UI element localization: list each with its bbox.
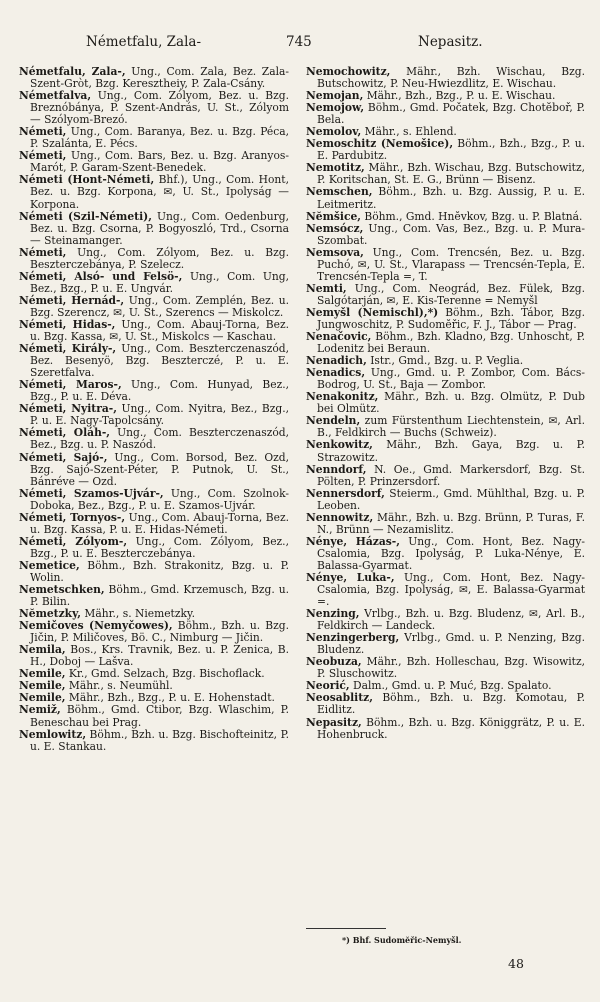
entry-headword: Németi, Nyitra-,	[19, 402, 117, 416]
entry-details: Ung., Com. Trencsén, Bez. u. Bzg. Puchó, ✉, U. St., Vlarapass — Trencsén-Tepla, E. Trencsén-Tepla =, T.	[317, 245, 585, 283]
directory-entry	[306, 66, 585, 90]
directory-entry	[19, 729, 289, 753]
entry-details: Mähr., s. Neumühl.	[65, 679, 173, 693]
entry-details: Mähr., Bzh. Wischau, Bzg. Butschowitz, P. Neu-Hwiezdlitz, E. Wischau.	[317, 65, 585, 91]
entry-details: zum Fürstenthum Liechtenstein, ✉, Arl. B., Feldkirch — Buchs (Schweiz).	[317, 414, 585, 440]
entry-details: Ung., Com. Zólyom, Bez. u. Bzg. Breznóbánya, P. Szent-András, U. St., Zólyom — Szólyom-Brezó.	[30, 89, 289, 127]
entry-headword: Nemti,	[306, 281, 347, 295]
header-page-number: 745	[286, 34, 312, 50]
entry-headword: Neobuza,	[306, 655, 362, 669]
directory-entry	[306, 632, 585, 656]
directory-entry	[306, 464, 585, 488]
entry-headword: Neorić,	[306, 679, 350, 693]
entry-details: Ung., Com. Borsod, Bez. Ozd, Bzg. Sajó-Szent-Péter, P. Putnok, U. St., Bánréve — Ozd.	[30, 450, 289, 488]
directory-entry	[19, 66, 289, 90]
directory-entry	[306, 367, 585, 391]
directory-entry	[306, 439, 585, 463]
entry-headword: Nénye, Házas-,	[306, 534, 400, 548]
entry-headword: Németi, Alsó- und Felsö-,	[19, 269, 183, 283]
directory-entry	[19, 512, 289, 536]
entry-details: Mähr., Bzh. Gaya, Bzg. u. P. Strazowitz.	[317, 438, 585, 464]
entry-details: Mähr., Bzh. u. Bzg. Olmütz, P. Dub bei Olmütz.	[317, 390, 585, 416]
entry-headword: Németfalu, Zala-,	[19, 65, 126, 78]
entry-headword: Németi, Király-,	[19, 342, 117, 356]
entry-headword: Nemsova,	[306, 245, 364, 259]
entry-details: Böhm., Bzh., Bzg., P. u. E. Pardubitz.	[317, 137, 586, 163]
entry-details: Böhm., Bzh. u. Bzg. Königgrätz, P. u. E. Hohenbruck.	[317, 715, 585, 741]
entry-headword: Németfalva,	[19, 89, 92, 103]
directory-entry	[19, 403, 289, 427]
directory-entry	[19, 126, 289, 150]
directory-entry	[306, 307, 585, 331]
directory-entry	[19, 90, 289, 126]
directory-entry	[19, 644, 289, 668]
entry-headword: Nemochowitz,	[306, 65, 391, 78]
directory-entry	[306, 223, 585, 247]
entry-details: Ung., Com. Baranya, Bez. u. Bzg. Péca, P. Szalánta, E. Pécs.	[30, 125, 289, 151]
entry-details: Böhm., Bzh. Strakonitz, Bzg. u. P. Wolin.	[30, 558, 289, 584]
entry-headword: Nendeln,	[306, 414, 361, 428]
entry-headword: Nemotitz,	[306, 161, 365, 175]
entry-headword: Németi, Hidas-,	[19, 317, 116, 331]
entry-details: Ung., Com. Zemplén, Bez. u. Bzg. Szerencz, ✉, U. St., Szerencs — Miskolcz.	[30, 293, 289, 319]
entry-headword: Nenndorf,	[306, 462, 367, 476]
directory-entry	[19, 295, 289, 319]
entry-headword: Németi (Szil-Németi),	[19, 209, 152, 223]
entry-headword: Németi, Sajó-,	[19, 450, 108, 464]
entry-headword: Nénye, Luka-,	[306, 570, 395, 584]
directory-entry	[306, 488, 585, 512]
entry-details: Bos., Krs. Travnik, Bez. u. P. Zenica, B. H., Doboj — Lašva.	[30, 643, 289, 669]
entry-details: Böhm., Gmd. Ctibor, Bzg. Wlaschim, P. Beneschau bei Prag.	[30, 703, 289, 729]
entry-details: Mähr., Bzh., Bzg., P. u. E. Hohenstadt.	[65, 691, 275, 705]
entry-headword: Németi (Hont-Németi,	[19, 173, 155, 187]
entry-headword: Németi,	[19, 125, 67, 139]
directory-entry	[306, 102, 585, 126]
entry-headword: Nemile,	[19, 691, 66, 705]
left-column	[19, 66, 289, 753]
entry-headword: Nepasitz,	[306, 715, 362, 729]
directory-entry	[19, 174, 289, 210]
entry-headword: Nemyšl (Nemischl),*)	[306, 305, 439, 319]
entry-headword: Nenačovic,	[306, 330, 372, 344]
entry-details: Mähr., Bzh. Wischau, Bzg. Butschowitz, P. Koritschan, St. E. G., Brünn — Bisenz.	[317, 161, 585, 187]
entry-details: Ung., Com. Zala, Bez. Zala-Szent-Gròt, Bzg. Keresztheiy, P. Zala-Csány.	[30, 65, 290, 91]
directory-entry	[19, 247, 289, 271]
entry-details: Steierm., Gmd. Mühlthal, Bzg. u. P. Leoben.	[317, 486, 585, 512]
entry-details: Böhm., Gmd. Hnĕvkov, Bzg. u. P. Blatná.	[360, 209, 583, 223]
directory-entry	[306, 536, 585, 572]
directory-entry	[306, 138, 585, 162]
entry-details: Ung., Gmd. u. P. Zombor, Com. Bács-Bodrog, U. St., Baja — Zombor.	[317, 366, 585, 392]
directory-entry	[19, 271, 289, 295]
entry-details: Mähr., Bzh. Holleschau, Bzg. Wisowitz, P. Sluschowitz.	[317, 655, 585, 681]
footnote: *) Bhf. Sudomĕřic-Nemyšl.	[342, 935, 462, 945]
entry-details: Ung., Com. Abauj-Torna, Bez. u. Bzg. Kassa, ✉, U. St., Miskolcs — Kaschau.	[30, 317, 289, 344]
entry-details: Kr., Gmd. Selzach, Bzg. Bischoflack.	[65, 667, 265, 681]
entry-headword: Nemile,	[19, 679, 66, 693]
entry-details: Vrlbg., Bzh. u. Bzg. Bludenz, ✉, Arl. B., Feldkirch — Landeck.	[317, 607, 585, 633]
directory-entry	[19, 150, 289, 174]
running-header	[0, 34, 600, 54]
directory-entry	[19, 560, 289, 584]
entry-details: Mähr., s. Ehlend.	[361, 125, 457, 139]
entry-headword: Nemila,	[19, 643, 66, 657]
entry-details: Böhm., Gmd. Počatek, Bzg. Chotĕboř, P. Bela.	[317, 101, 585, 127]
entry-headword: Nemsócz,	[306, 221, 364, 235]
directory-entry	[19, 211, 289, 247]
entry-headword: Nemolov,	[306, 125, 362, 139]
entry-details: Mähr., s. Niemetzky.	[81, 607, 195, 621]
entry-headword: Nenzing,	[306, 607, 360, 621]
entry-headword: Nenzingerberg,	[306, 631, 400, 645]
entry-headword: Nemschen,	[306, 185, 373, 199]
entry-details: Böhm., Bzh. Kladno, Bzg. Unhoscht, P. Lodenitz bei Beraun.	[317, 330, 585, 356]
entry-headword: Nemile,	[19, 667, 66, 681]
directory-entry	[306, 656, 585, 680]
directory-entry	[306, 717, 585, 741]
directory-entry	[19, 536, 289, 560]
entry-details: Böhm., Bzh. u. Bzg. Aussig, P. u. E. Leitmeritz.	[317, 185, 585, 211]
entry-details: Ung., Com. Bars, Bez. u. Bzg. Aranyos-Marót, P. Garam-Szent-Benedek.	[30, 149, 289, 175]
entry-details: Böhm., Bzh. u. Bzg. Komotau, P. Eidlitz.	[317, 691, 585, 717]
entry-headword: Nenakonitz,	[306, 390, 379, 404]
entry-details: N. Oe., Gmd. Markersdorf, Bzg. St. Pölten, P. Prinzersdorf.	[317, 462, 585, 488]
entry-details: Ung., Com. Beszterczenaszód, Bez., Bzg. u. P. Naszód.	[30, 426, 290, 452]
directory-entry	[19, 319, 289, 343]
entry-details: Ung., Com. Szolnok-Doboka, Bez., Bzg., P. u. E. Szamos-Ujvár.	[30, 486, 290, 512]
entry-headword: Nenadics,	[306, 366, 366, 380]
entry-details: Böhm., Bzh. u. Bzg. Bischofteinitz, P. u. E. Stankau.	[30, 727, 289, 753]
entry-details: Mähr., Bzh., Bzg., P. u. E. Wischau.	[363, 89, 556, 103]
entry-headword: Nennersdorf,	[306, 486, 385, 500]
entry-headword: Németi, Hernád-,	[19, 293, 125, 307]
directory-entry	[306, 415, 585, 439]
directory-entry	[19, 427, 289, 451]
entry-details: Ung., Com. Neográd, Bez. Fülek, Bzg. Salgótarján, ✉, E. Kis-Terenne = Nemyšl	[317, 281, 585, 307]
entry-headword: Németi, Zólyom-,	[19, 534, 128, 548]
directory-entry	[19, 584, 289, 608]
entry-headword: Nemičoves (Nemyčowes),	[19, 619, 173, 633]
page-number: 48	[508, 956, 524, 971]
directory-entry	[306, 186, 585, 210]
directory-entry	[306, 247, 585, 283]
entry-details: Ung., Com. Oedenburg, Bez. u. Bzg. Csorna, P. Bogyoszló, Trd., Csorna — Steinamanger.	[30, 209, 289, 247]
directory-entry	[19, 452, 289, 488]
entry-details: Istr., Gmd., Bzg. u. P. Veglia.	[366, 354, 524, 368]
entry-details: Böhm., Gmd. Krzemusch, Bzg. u. P. Bilin.	[30, 583, 289, 609]
directory-entry	[19, 343, 289, 379]
right-column	[306, 66, 585, 741]
directory-entry	[306, 331, 585, 355]
entry-details: Ung., Com. Vas, Bez., Bzg. u. P. Mura-Szombat.	[317, 221, 585, 247]
entry-details: Ung., Com. Hont, Bez. Nagy-Csalomia, Bzg. Ipolyság, ✉, E. Balassa-Gyarmat =.	[317, 570, 585, 609]
header-right: Nepasitz.	[418, 34, 483, 50]
entry-details: Böhm., Bzh. u. Bzg. Jičin, P. Miličoves, Bö. C., Nimburg — Jičin.	[30, 619, 289, 645]
entry-headword: Nemiž,	[19, 703, 61, 717]
entry-headword: Neosablitz,	[306, 691, 373, 705]
directory-entry	[306, 283, 585, 307]
entry-headword: Németi, Oláh-,	[19, 426, 111, 440]
entry-headword: Nemlowitz,	[19, 727, 87, 741]
entry-headword: Nemetice,	[19, 558, 80, 572]
entry-details: Böhm., Bzh. Tábor, Bzg. Jungwoschitz, P. Sudomĕřic, F. J., Tábor — Prag.	[317, 305, 585, 331]
entry-details: Ung., Com. Hont, Bez. Nagy-Csalomia, Bzg. Ipolyság, P. Luka-Nénye, E. Balassa-Gyarmat.	[317, 534, 585, 572]
entry-details: Ung., Com. Zólyom, Bez. u. Bzg. Beszterczebánya, P. Szelecz.	[30, 245, 289, 271]
entry-details: Bhf.), Ung., Com. Hont, Bez. u. Bzg. Korpona, ✉, U. St., Ipolyság — Korpona.	[30, 173, 289, 211]
entry-headword: Németi,	[19, 245, 67, 259]
entry-details: Ung., Com. Abauj-Torna, Bez. u. Bzg. Kassa, P. u. E. Hidas-Németi.	[30, 510, 289, 536]
directory-entry	[306, 572, 585, 608]
entry-headword: Nĕmetzky,	[19, 607, 81, 621]
footnote-rule	[306, 928, 386, 929]
entry-details: Vrlbg., Gmd. u. P. Nenzing, Bzg. Bludenz.	[317, 631, 585, 657]
entry-headword: Németi,	[19, 149, 67, 163]
directory-entry	[306, 162, 585, 186]
directory-entry	[306, 512, 585, 536]
directory-entry	[19, 620, 289, 644]
entry-headword: Nenadich,	[306, 354, 367, 368]
header-left: Németfalu, Zala-	[86, 34, 202, 50]
entry-headword: Nemoschitz (Nemošice),	[306, 137, 454, 151]
entry-headword: Németi, Szamos-Ujvár-,	[19, 486, 164, 500]
directory-entry	[306, 391, 585, 415]
entry-headword: Nemetschken,	[19, 583, 105, 597]
directory-entry	[19, 379, 289, 403]
entry-headword: Németi, Maros-,	[19, 378, 122, 392]
directory-entry	[19, 488, 289, 512]
entry-details: Ung., Com. Beszterczenaszód, Bez. Besenyö, Bzg. Beszterczé, P. u. E. Szeretfalva.	[30, 342, 289, 380]
entry-headword: Németi, Tornyos-,	[19, 510, 126, 524]
entry-headword: Nĕmšice,	[306, 209, 361, 223]
directory-entry	[306, 608, 585, 632]
directory-entry	[306, 692, 585, 716]
entry-details: Mähr., Bzh. u. Bzg. Brünn, P. Turas, F. N., Brünn — Nezamislitz.	[317, 510, 585, 536]
entry-details: Ung., Com. Zólyom, Bez., Bzg., P. u. E. Beszterczebánya.	[30, 534, 289, 560]
entry-headword: Nemojow,	[306, 101, 365, 115]
entry-headword: Nemojan,	[306, 89, 364, 103]
entry-details: Ung., Com. Ung, Bez., Bzg., P. u. E. Ungvár.	[30, 269, 289, 295]
directory-entry	[19, 704, 289, 728]
entry-headword: Nenkowitz,	[306, 438, 373, 452]
entry-headword: Nennowitz,	[306, 510, 374, 524]
entry-details: Dalm., Gmd. u. P. Muć, Bzg. Spalato.	[349, 679, 552, 693]
entry-details: Ung., Com. Nyitra, Bez., Bzg., P. u. E. Nagy-Tapolcsány.	[30, 402, 289, 428]
entry-details: Ung., Com. Hunyad, Bez., Bzg., P. u. E. Déva.	[30, 378, 289, 404]
